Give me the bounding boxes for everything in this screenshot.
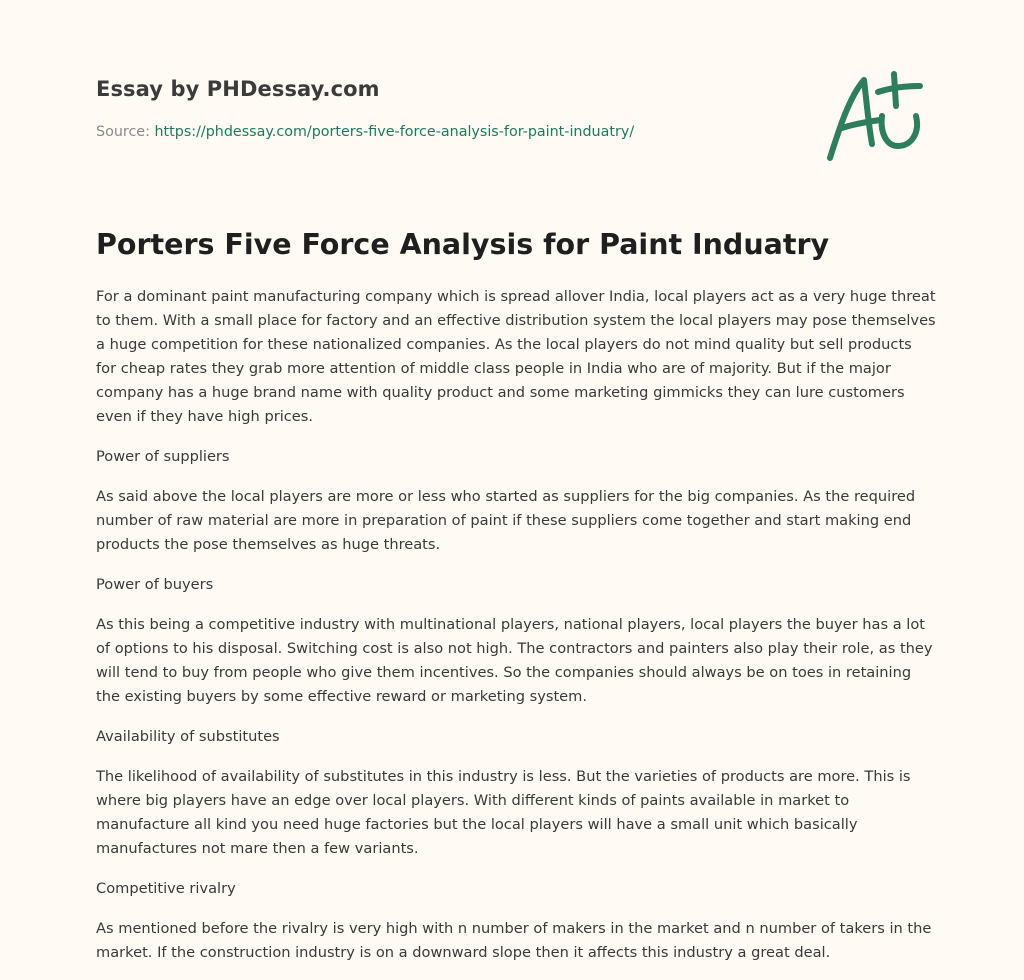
section-heading-substitutes: Availability of substitutes	[96, 728, 280, 745]
buyers-paragraph: As this being a competitive industry with multinational players, national players, local players the buyer has a lot of options to his disposal. Switching cost is also not high. The contractors and painters also play their role, as they will tend to buy from people who give them incentives. So the companies should always be on toes in retaining the existing buyers by some effective reward or marketing system.	[96, 616, 933, 705]
source-label: Source:	[96, 124, 155, 140]
site-header	[96, 74, 796, 140]
a-plus-logo-icon	[820, 66, 930, 166]
source-link[interactable]: https://phdessay.com/porters-five-force-analysis-for-paint-induatry/	[154, 124, 635, 140]
essay-body	[96, 285, 936, 980]
suppliers-paragraph: As said above the local players are more or less who started as suppliers for the big companies. As the required number of raw material are more in preparation of paint if these suppliers come together and start making end products the pose themselves as huge threats.	[96, 488, 916, 553]
section-heading-buyers: Power of buyers	[96, 576, 214, 593]
source-line	[96, 122, 634, 142]
site-title: Essay by PHDessay.com	[96, 77, 380, 101]
section-heading-rivalry: Competitive rivalry	[96, 880, 236, 897]
essay-title: Porters Five Force Analysis for Paint Induatry	[96, 228, 830, 261]
intro-paragraph: For a dominant paint manufacturing company which is spread allover India, local players act as a very huge threat to them. With a small place for factory and an effective distribution system the local players may pose themselves a huge competition for these nationalized companies. As the local players do not mind quality but sell products for cheap rates they grab more attention of middle class people in India who are of majority. But if the major company has a huge brand name with quality product and some marketing gimmicks they can lure customers even if they have high prices.	[96, 288, 936, 425]
rivalry-paragraph: As mentioned before the rivalry is very high with n number of makers in the market and n number of takers in the market. If the construction industry is on a downward slope then it affects this industry a great deal.	[96, 920, 932, 961]
section-heading-suppliers: Power of suppliers	[96, 448, 230, 465]
substitutes-paragraph: The likelihood of availability of substitutes in this industry is less. But the varieties of products are more. This is where big players have an edge over local players. With different kinds of paints available in market to manufacture all kind you need huge factories but the local players will have a small unit which basically manufactures not mare then a few variants.	[96, 768, 911, 857]
